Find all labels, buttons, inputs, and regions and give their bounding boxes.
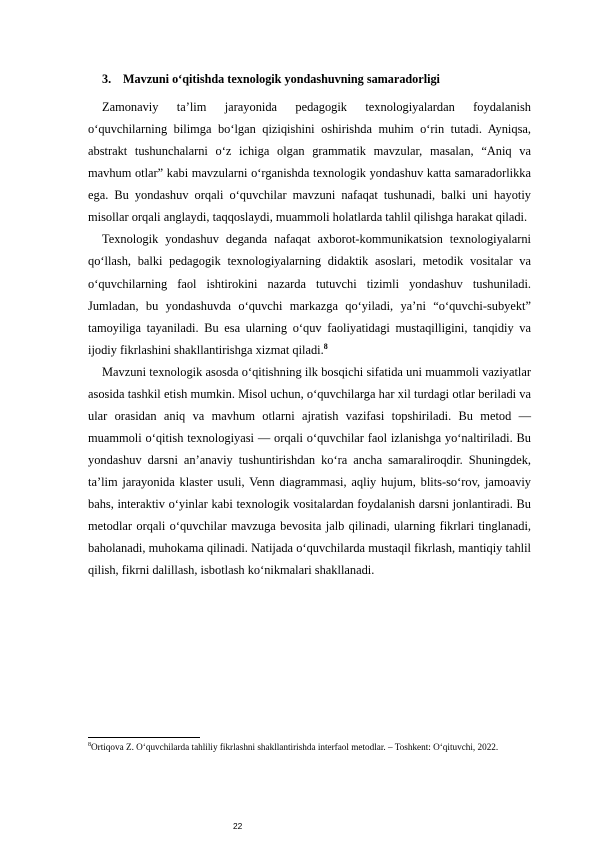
paragraph-3: Mavzuni texnologik asosda o‘qitishning ilk bosqichi sifatida uni muammoli vaziyatlar asosida tashkil etish mumkin. Misol uchun, o‘quvchilarga har xil turdagi otlar beriladi va ular orasidan aniq va mavhum otlarni ajratish vazifasi topshiriladi. Bu metod — muammoli o‘qitish texnologiyasi — orqali o‘quvchilar faol izlanishga yo‘naltiriladi. Bu yondashuv darsni an’anaviy tushuntirishdan ko‘ra ancha samaraliroqdir. Shuningdek, ta’lim jarayonida klaster usuli, Venn diagrammasi, aqliy hujum, blits-so‘rov, jamoaviy bahs, interaktiv o‘yinlar kabi texnologik vositalardan foydalanish darsni jonlantiradi. Bu metodlar orqali o‘quvchilar mavzuga bevosita jalb qilinadi, ularning fikrlari tinglanadi, baholanadi, muhokama qilinadi. Natijada o‘quvchilarda mustaqil fikrlash, mantiqiy tahlil qilish, fikrni dalillash, isbotlash ko‘nikmalari shakllanadi. [88, 364, 531, 578]
footnote-divider [88, 737, 200, 738]
footnote-reference[interactable]: 8 [323, 341, 328, 351]
footnote [88, 741, 508, 754]
section-number: 3. [102, 72, 112, 86]
footnote-text: Ortiqova Z. O‘quvchilarda tahliliy fikrlashni shakllantirishda interfaol metodlar. – Toshkent: O‘qituvchi, 2022. [91, 742, 499, 752]
paragraph-2 [88, 228, 531, 360]
page-number: 22 [233, 821, 243, 831]
section-heading [88, 71, 528, 87]
paragraph-1: Zamonaviy ta’lim jarayonida pedagogik texnologiyalardan foydalanish o‘quvchilarning bilimga bo‘lgan qiziqishini oshirishda muhim o‘rin tutadi. Ayniqsa, abstrakt tushunchalarni o‘z ichiga olgan grammatik mavzular, masalan, “Aniq va mavhum otlar” kabi mavzularni o‘rganishda texnologik yondashuv katta samaradorlikka ega. Bu yondashuv orqali o‘quvchilar mavzuni nafaqat tushunadi, balki uni hayotiy misollar orqali anglaydi, taqqoslaydi, muammoli holatlarda tahlil qilishga harakat qiladi. [88, 100, 531, 225]
footnote-marker: 8 [88, 741, 91, 748]
body-text [88, 96, 531, 581]
paragraph-2-text: Texnologik yondashuv deganda nafaqat axborot-kommunikatsion texnologiyalarni qo‘llash, balki pedagogik texnologiyalarning didaktik asoslari, metodik vositalar va o‘quvchilarning faol ishtirokini nazarda tutuvchi tizimli yondashuv tushuniladi. Jumladan, bu yondashuvda o‘quvchi markazga qo‘yiladi, ya’ni “o‘quvchi-subyekt” tamoyiliga tayaniladi. Bu esa ularning o‘quv faoliyatidagi mustaqilligini, tanqidiy va ijodiy fikrlashini shakllantirishga xizmat qiladi. [88, 232, 531, 357]
section-title: Mavzuni o‘qitishda texnologik yondashuvning samaradorligi [123, 72, 440, 86]
